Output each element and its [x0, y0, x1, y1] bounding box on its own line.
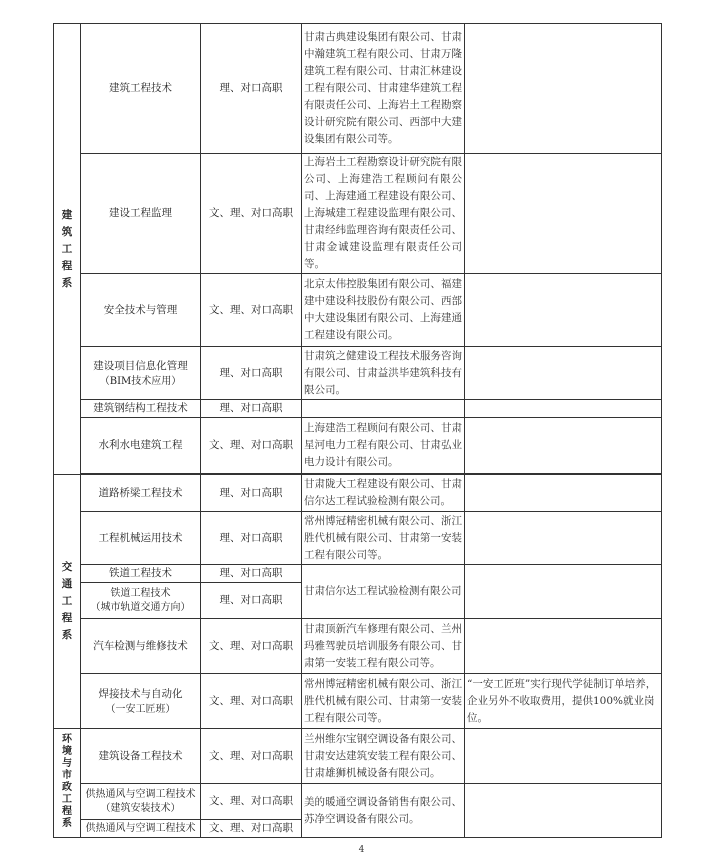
major-name: 铁道工程技术	[81, 565, 201, 583]
remark	[465, 475, 662, 512]
major-name: 建筑设备工程技术	[81, 729, 201, 784]
major-name: 建筑钢结构工程技术	[81, 400, 201, 418]
remark	[465, 729, 662, 784]
remark	[465, 24, 662, 154]
table-row	[54, 784, 662, 820]
remark	[465, 154, 662, 274]
department-cell: 环境与市政工程系	[54, 729, 81, 838]
remark	[465, 347, 662, 400]
partner-companies: 北京太伟控股集团有限公司、福建建中建设科技股份有限公司、西部中大建设集团有限公司、上海建通工程建设有限公司。	[302, 274, 465, 347]
enrollment-type: 理、对口高职	[201, 583, 302, 619]
major-subtitle: （BIM技术应用）	[99, 375, 182, 387]
table-row	[54, 512, 662, 565]
major-name: 铁道工程技术 （城市轨道交通方向）	[81, 583, 201, 619]
major-name: 水利水电建筑工程	[81, 418, 201, 474]
major-name: 建设工程监理	[81, 154, 201, 274]
major-subtitle: （建筑安装技术）	[100, 802, 181, 814]
major-name: 供热通风与空调工程技术 （建筑安装技术）	[81, 784, 201, 820]
table-row	[54, 24, 662, 154]
partner-companies: 上海建浩工程顾问有限公司、甘肃星河电力工程有限公司、甘肃弘业电力设计有限公司。	[302, 418, 465, 474]
major-name: 供热通风与空调工程技术	[81, 820, 201, 838]
major-name: 焊接技术与自动化 （一安工匠班）	[81, 674, 201, 729]
enrollment-type: 理、对口高职	[201, 400, 302, 418]
partner-companies: 甘肃筑之健建设工程技术服务咨询有限公司、甘肃益洪毕建筑科技有限公司。	[302, 347, 465, 400]
table-row	[54, 154, 662, 274]
major-name: 工程机械运用技术	[81, 512, 201, 565]
table-row	[54, 400, 662, 418]
enrollment-type: 文、理、对口高职	[201, 784, 302, 820]
enrollment-type: 理、对口高职	[201, 475, 302, 512]
partner-companies	[302, 400, 465, 418]
table-row	[54, 274, 662, 347]
page-number: 4	[358, 845, 365, 855]
enrollment-type: 理、对口高职	[201, 565, 302, 583]
table-row	[54, 619, 662, 674]
major-name: 建筑工程技术	[81, 24, 201, 154]
partner-companies: 甘肃顶新汽车修理有限公司、兰州玛雅驾驶员培训服务有限公司、甘肃第一安装工程有限公司等。	[302, 619, 465, 674]
major-subtitle: （城市轨道交通方向）	[90, 601, 191, 613]
enrollment-type: 文、理、对口高职	[201, 274, 302, 347]
remark	[465, 512, 662, 565]
partner-companies: 甘肃陇大工程建设有限公司、甘肃信尔达工程试验检测有限公司。	[302, 475, 465, 512]
enrollment-type: 理、对口高职	[201, 512, 302, 565]
partner-companies: 甘肃古典建设集团有限公司、甘肃中瀚建筑工程有限公司、甘肃万隆建筑工程有限公司、甘肃汇林建设工程有限公司、甘肃建华建筑工程有限责任公司、上海岩土工程勘察设计研究院有限公司、西部中大建设集团有限公司等。	[302, 24, 465, 154]
table-row	[54, 674, 662, 729]
remark	[465, 784, 662, 838]
table-row	[54, 475, 662, 512]
enrollment-type: 文、理、对口高职	[201, 820, 302, 838]
remark	[465, 418, 662, 474]
partner-companies: 甘肃信尔达工程试验检测有限公司	[302, 565, 465, 619]
remark	[465, 400, 662, 418]
table-row	[54, 729, 662, 784]
major-subtitle: （一安工匠班）	[105, 703, 176, 715]
partner-companies: 美的暖通空调设备销售有限公司、苏净空调设备有限公司。	[302, 784, 465, 838]
enrollment-type: 文、理、对口高职	[201, 674, 302, 729]
major-name: 建设项目信息化管理 （BIM技术应用）	[81, 347, 201, 400]
department-cell: 交通工程系	[54, 475, 81, 729]
remark	[465, 274, 662, 347]
enrollment-type: 文、理、对口高职	[201, 619, 302, 674]
table-row	[54, 565, 662, 583]
enrollment-type: 文、理、对口高职	[201, 154, 302, 274]
majors-table	[53, 23, 662, 838]
partner-companies: 常州博冠精密机械有限公司、浙江胜代机械有限公司、甘肃第一安装工程有限公司等。	[302, 674, 465, 729]
department-cell: 建筑工程系	[54, 24, 81, 475]
table-row	[54, 418, 662, 474]
remark: “一安工匠班”实行现代学徒制订单培养，企业另外不收取费用，提供100%就业岗位。	[465, 674, 662, 729]
major-name: 汽车检测与维修技术	[81, 619, 201, 674]
remark	[465, 565, 662, 619]
partner-companies: 常州博冠精密机械有限公司、浙江胜代机械有限公司、甘肃第一安装工程有限公司等。	[302, 512, 465, 565]
enrollment-type: 理、对口高职	[201, 24, 302, 154]
major-name: 安全技术与管理	[81, 274, 201, 347]
remark	[465, 619, 662, 674]
enrollment-type: 文、理、对口高职	[201, 418, 302, 474]
partner-companies: 上海岩土工程勘察设计研究院有限公司、上海建浩工程顾问有限公司、上海建通工程建设有限公司、上海城建工程建设监理有限公司、甘肃经纬监理咨询有限责任公司、甘肃金诚建设监理有限责任公司等。	[302, 154, 465, 274]
major-name: 道路桥梁工程技术	[81, 475, 201, 512]
table-row	[54, 347, 662, 400]
enrollment-type: 理、对口高职	[201, 347, 302, 400]
enrollment-type: 文、理、对口高职	[201, 729, 302, 784]
partner-companies: 兰州维尔宝钢空调设备有限公司、甘肃安达建筑安装工程有限公司、甘肃雄狮机械设备有限公司。	[302, 729, 465, 784]
